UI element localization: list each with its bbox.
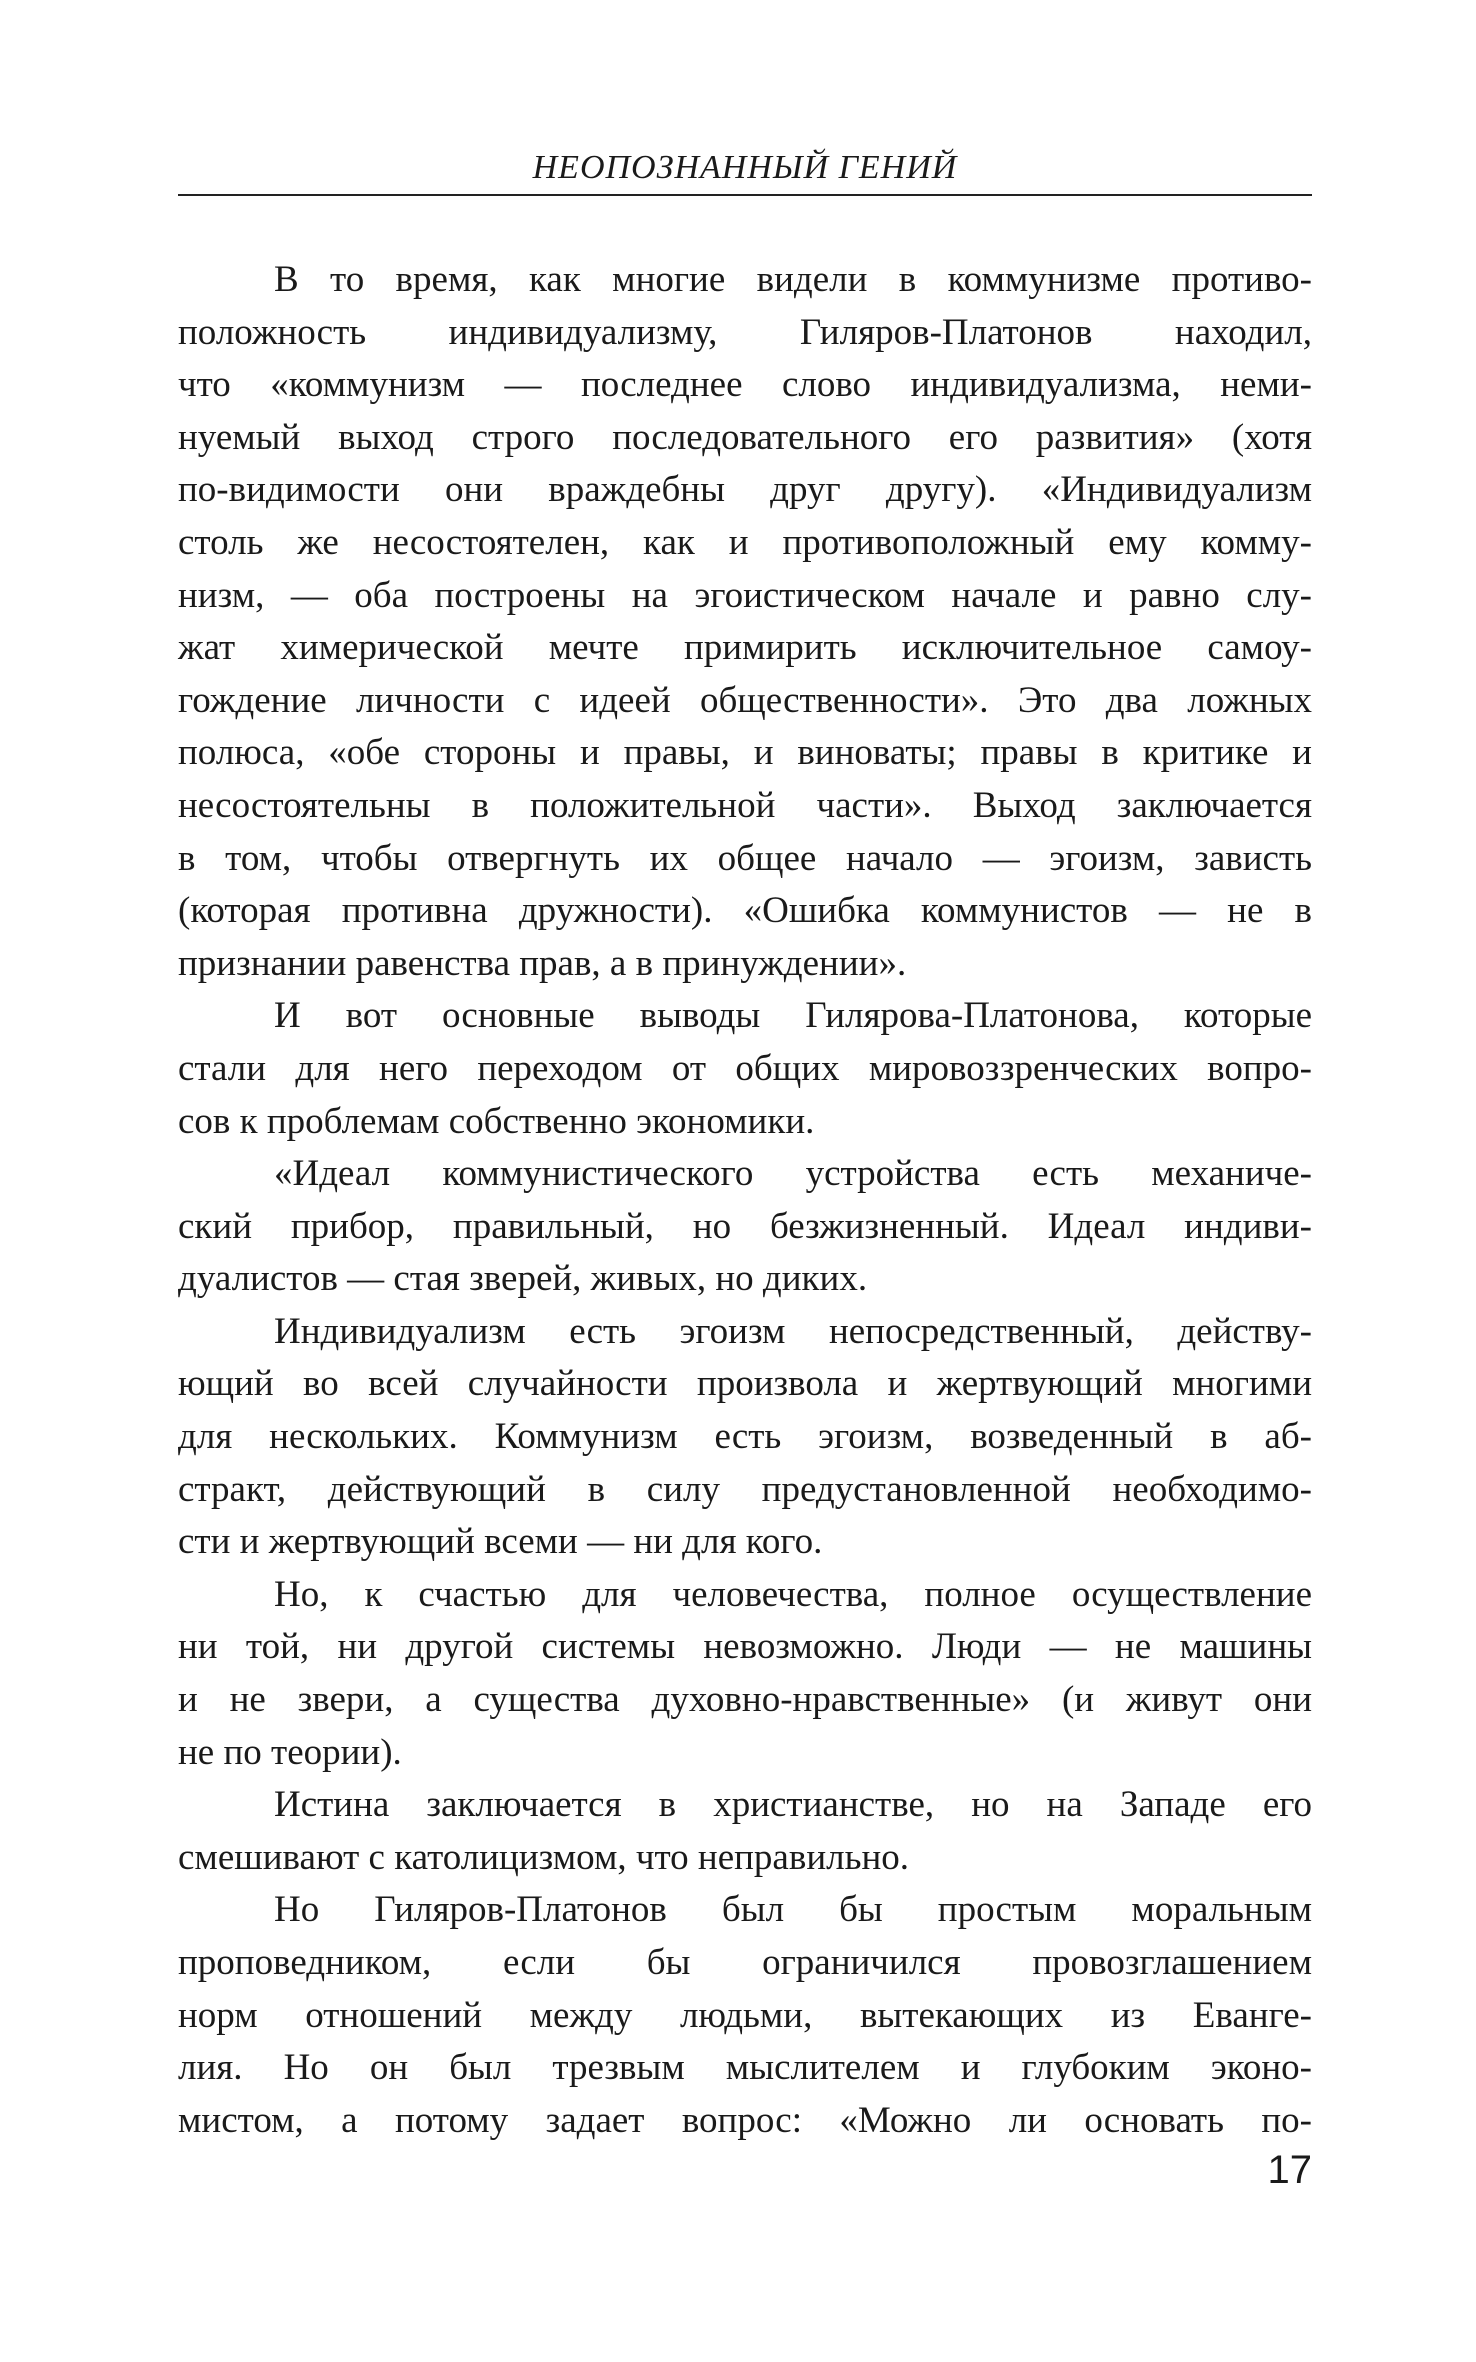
- text-line: (которая противна дружности). «Ошибка коммунистов — не в: [178, 890, 1312, 932]
- text-line: «Идеал коммунистического устройства есть механиче-: [274, 1153, 1312, 1195]
- text-line: признании равенства прав, а в принуждении».: [178, 942, 907, 984]
- text-line: по-видимости они враждебны друг другу). «Индивидуализм: [178, 469, 1312, 511]
- paragraph: [178, 254, 1312, 990]
- text-line: в том, чтобы отвергнуть их общее начало — эгоизм, зависть: [178, 837, 1312, 879]
- text-line: для нескольких. Коммунизм есть эгоизм, возведенный в аб-: [178, 1416, 1312, 1458]
- page-number: 17: [1267, 2148, 1312, 2192]
- text-line: смешивают с католицизмом, что неправильно.: [178, 1836, 910, 1878]
- paragraph: [178, 1779, 1312, 1884]
- paragraph: [178, 1306, 1312, 1569]
- text-line: низм, — оба построены на эгоистическом начале и равно слу-: [178, 574, 1312, 616]
- text-line: сов к проблемам собственно экономики.: [178, 1100, 815, 1142]
- paragraph: [178, 1569, 1312, 1779]
- text-line: несостоятельны в положительной части». Выход заключается: [178, 784, 1312, 826]
- text-line: что «коммунизм — последнее слово индивидуализма, неми-: [178, 364, 1312, 406]
- header-rule: [178, 194, 1312, 196]
- text-line: нуемый выход строго последовательного его развития» (хотя: [178, 416, 1312, 458]
- text-line: лия. Но он был трезвым мыслителем и глубоким эконо-: [178, 2047, 1312, 2089]
- text-line: стали для него переходом от общих мировоззренческих вопро-: [178, 1047, 1312, 1089]
- text-line: жат химерической мечте примирить исключительное самоу-: [178, 627, 1312, 669]
- text-line: и не звери, а существа духовно-нравственные» (и живут они: [178, 1679, 1312, 1721]
- text-line: Но, к счастью для человечества, полное осуществление: [274, 1573, 1312, 1615]
- text-line: полюса, «обе стороны и правы, и виноваты; правы в критике и: [178, 732, 1312, 774]
- text-line: норм отношений между людьми, вытекающих из Еванге-: [178, 1994, 1312, 2036]
- text-line: В то время, как многие видели в коммунизме противо-: [274, 259, 1312, 300]
- text-line: сти и жертвующий всеми — ни для кого.: [178, 1521, 823, 1563]
- text-line: ющий во всей случайности произвола и жертвующий многими: [178, 1363, 1312, 1405]
- text-line: не по теории).: [178, 1731, 402, 1773]
- text-line: проповедником, если бы ограничился провозглашением: [178, 1942, 1312, 1983]
- paragraph: [178, 1148, 1312, 1306]
- text-line: ский прибор, правильный, но безжизненный. Идеал индиви-: [178, 1205, 1312, 1247]
- text-line: стракт, действующий в силу предустановленной необходимо-: [178, 1468, 1312, 1510]
- text-line: ни той, ни другой системы невозможно. Люди — не машины: [178, 1626, 1312, 1668]
- text-line: дуалистов — стая зверей, живых, но диких.: [178, 1258, 868, 1300]
- text-line: Но Гиляров-Платонов был бы простым моральным: [274, 1889, 1312, 1931]
- paragraph: [178, 990, 1312, 1148]
- text-line: гождение личности с идеей общественности». Это два ложных: [178, 679, 1312, 721]
- running-title: НЕОПОЗНАННЫЙ ГЕНИЙ: [532, 149, 958, 186]
- text-line: положность индивидуализму, Гиляров-Платонов находил,: [178, 311, 1312, 353]
- text-line: Индивидуализм есть эгоизм непосредственный, действу-: [274, 1310, 1312, 1352]
- text-line: столь же несостоятелен, как и противоположный ему комму-: [178, 521, 1312, 563]
- body-text: [178, 254, 1312, 2147]
- text-line: мистом, а потому задает вопрос: «Можно ли основать по-: [178, 2099, 1312, 2141]
- paragraph: [178, 1884, 1312, 2147]
- text-line: Истина заключается в христианстве, но на Западе его: [274, 1784, 1312, 1826]
- text-line: И вот основные выводы Гилярова-Платонова, которые: [274, 995, 1312, 1037]
